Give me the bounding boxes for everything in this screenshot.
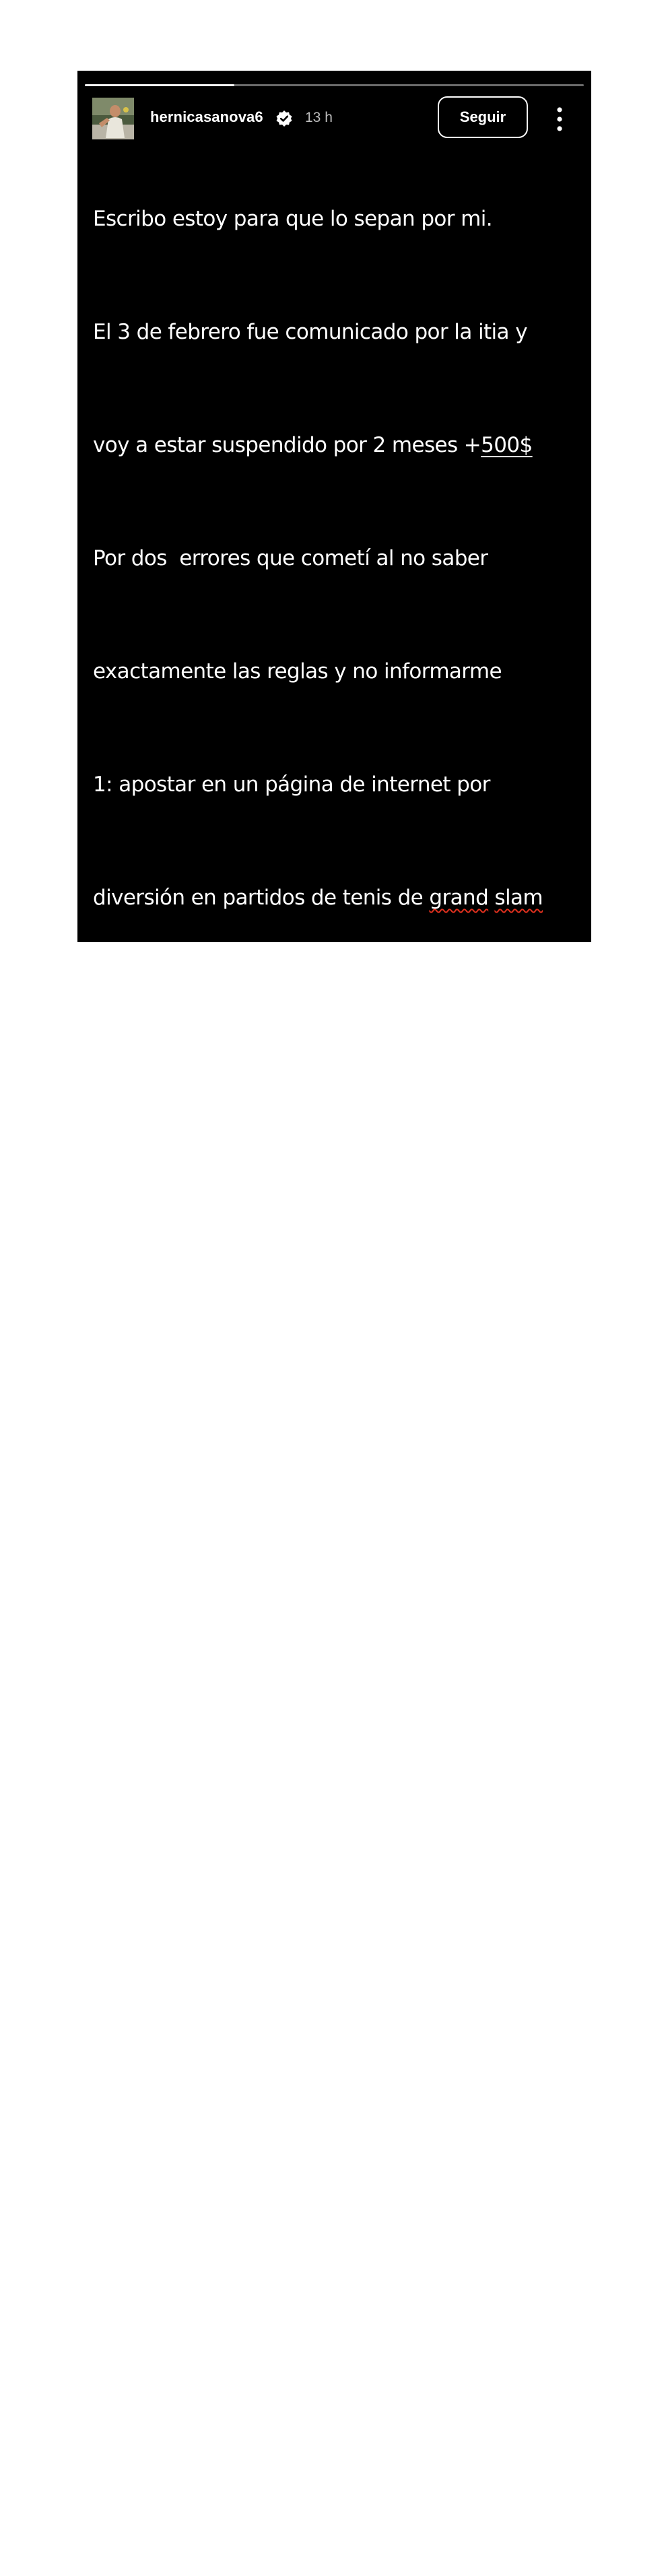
story-text-line: Van a ser 2 meses difíciles pero por suerte — [93, 1338, 521, 1362]
story-text-line — [93, 879, 591, 917]
follow-button[interactable]: Seguir — [438, 96, 528, 138]
username[interactable]: hernicasanova6 — [150, 108, 263, 125]
story-text-line — [93, 426, 591, 464]
story-text-line: estoy rodeado de gente que me apoya y me — [93, 1451, 541, 1476]
story-progress-fill — [85, 84, 234, 86]
story-text-segment: diversión en partidos de tenis de — [93, 886, 430, 910]
story-text-line: 1: apostar en un página de internet por — [93, 772, 490, 797]
story-text-line: va ayudar a salir adelante. — [93, 1564, 362, 1589]
story-progress-bar — [85, 84, 584, 86]
story-text-segment: voy a estar suspendido por 2 meses + — [93, 433, 481, 457]
story-text-line: El 3 de febrero fue comunicado por la itia y — [93, 320, 527, 344]
story-text-line: Van a ser 2 meses de aprendizaje y sin — [93, 2356, 486, 2381]
story-timestamp: 13 h — [305, 110, 333, 125]
story-text-line: arreglo de un partido. — [93, 1112, 312, 1136]
story-text — [93, 125, 591, 2576]
story-text-line: paga. — [93, 2243, 150, 2268]
story-text-line: duda voy a volver más fuerte. — [93, 2470, 396, 2494]
story-text-line: exactamente las reglas y no informarme — [93, 659, 502, 684]
story-text-line: anticorrupción por qué el mínimo error se — [93, 2130, 512, 2154]
story-text-line: 2: no informar posible sospechas o posible — [93, 999, 523, 1023]
story-text-line: Escribo estoy para que lo sepan por mi. — [93, 207, 493, 231]
spellcheck-word: slam — [494, 886, 543, 910]
spellcheck-word: grand — [429, 886, 489, 910]
story-viewer[interactable] — [77, 71, 591, 2494]
story-text-line: se informen bien sobre el programa de — [93, 2017, 492, 2041]
story-text-line: insertando en el profesionalismo que lean y — [93, 1904, 534, 1928]
story-text-line: Y más que nada quiero compartir esto para — [93, 1678, 531, 1702]
story-text-line: que los chicos que recién se están — [93, 1791, 439, 1815]
underlined-amount: 500$ — [481, 433, 533, 457]
story-text-line: claramente acepté mi error y suspensión. — [93, 1225, 513, 1249]
story-text-line: Por dos errores que cometí al no saber — [93, 546, 488, 570]
